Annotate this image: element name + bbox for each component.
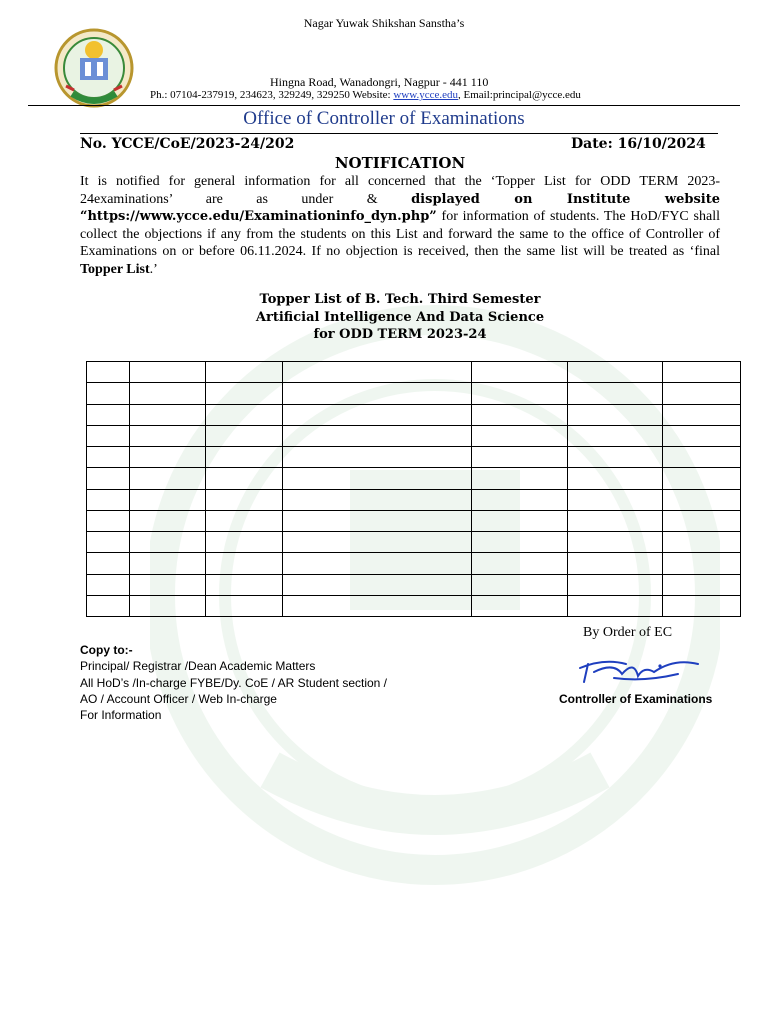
table-cell xyxy=(129,468,205,489)
table-cell xyxy=(87,362,130,383)
table-cell xyxy=(472,510,568,531)
contact-line xyxy=(150,89,581,101)
list-title-line-3: for ODD TERM 2023-24 xyxy=(313,327,487,342)
table-cell xyxy=(663,553,741,574)
table-cell xyxy=(87,447,130,468)
table-cell xyxy=(129,447,205,468)
table-cell xyxy=(129,404,205,425)
list-title-line-2: Artificial Intelligence And Data Science xyxy=(255,310,545,325)
table-cell xyxy=(205,574,282,595)
notification-body xyxy=(80,173,720,279)
table-cell xyxy=(472,574,568,595)
table-cell xyxy=(472,532,568,553)
table-cell xyxy=(87,510,130,531)
institute-logo xyxy=(52,28,136,110)
copy-line: Principal/ Registrar /Dean Academic Matters xyxy=(80,659,316,673)
table-cell xyxy=(282,383,472,404)
reference-number: No. YCCE/CoE/2023-24/202 xyxy=(80,136,295,152)
table-cell xyxy=(205,595,282,616)
body-website-bold: displayed on Institute website “https://www.ycce.edu/Examinationinfo_dyn.php” xyxy=(80,191,720,225)
table-cell xyxy=(472,468,568,489)
header-divider xyxy=(28,105,740,106)
table-row xyxy=(87,510,741,531)
table-cell xyxy=(87,595,130,616)
table-cell xyxy=(129,574,205,595)
table-cell xyxy=(568,468,663,489)
phone-text: Ph.: 07104-237919, 234623, 329249, 329250 Website: xyxy=(150,89,394,101)
table-row xyxy=(87,574,741,595)
table-cell xyxy=(663,510,741,531)
table-cell xyxy=(282,595,472,616)
table-cell xyxy=(472,447,568,468)
table-cell xyxy=(472,489,568,510)
table-cell xyxy=(663,447,741,468)
table-cell xyxy=(568,404,663,425)
table-cell xyxy=(282,510,472,531)
table-cell xyxy=(205,425,282,446)
topper-table xyxy=(86,361,741,617)
table-cell xyxy=(87,404,130,425)
table-cell xyxy=(282,425,472,446)
table-row xyxy=(87,553,741,574)
website-link[interactable]: www.ycce.edu xyxy=(393,89,459,101)
office-divider xyxy=(80,133,718,134)
table-cell xyxy=(205,553,282,574)
table-cell xyxy=(129,510,205,531)
body-part-3: .’ xyxy=(149,261,158,277)
copy-line: All HoD’s /In-charge FYBE/Dy. CoE / AR Student section / xyxy=(80,676,388,690)
copy-line: AO / Account Officer / Web In-charge xyxy=(80,692,277,706)
copy-line: For Information xyxy=(80,708,162,722)
table-cell xyxy=(87,383,130,404)
table-cell xyxy=(663,595,741,616)
table-cell xyxy=(205,510,282,531)
table-cell xyxy=(568,532,663,553)
table-cell xyxy=(282,447,472,468)
table-cell xyxy=(472,595,568,616)
table-cell xyxy=(282,553,472,574)
table-cell xyxy=(129,489,205,510)
table-cell xyxy=(663,404,741,425)
table-cell xyxy=(282,574,472,595)
controller-title: Controller of Examinations xyxy=(559,692,713,706)
table-cell xyxy=(129,553,205,574)
copy-to-heading: Copy to:- xyxy=(80,643,133,657)
table-cell xyxy=(282,468,472,489)
table-cell xyxy=(129,425,205,446)
table-cell xyxy=(472,425,568,446)
table-cell xyxy=(87,532,130,553)
table-cell xyxy=(129,362,205,383)
table-cell xyxy=(472,404,568,425)
table-row xyxy=(87,595,741,616)
institute-address: Hingna Road, Wanadongri, Nagpur - 441 110 xyxy=(270,75,489,89)
table-cell xyxy=(87,574,130,595)
table-cell xyxy=(663,574,741,595)
table-cell xyxy=(568,489,663,510)
email-text: , Email:principal@ycce.edu xyxy=(458,89,581,101)
office-title: Office of Controller of Examinations xyxy=(243,108,525,129)
table-row xyxy=(87,425,741,446)
table-cell xyxy=(663,425,741,446)
table-cell xyxy=(568,510,663,531)
table-row xyxy=(87,383,741,404)
table-cell xyxy=(568,574,663,595)
table-cell xyxy=(205,362,282,383)
table-cell xyxy=(282,404,472,425)
table-cell xyxy=(568,383,663,404)
table-cell xyxy=(87,553,130,574)
table-cell xyxy=(472,553,568,574)
table-cell xyxy=(282,362,472,383)
signature xyxy=(574,652,704,688)
table-cell xyxy=(205,468,282,489)
table-cell xyxy=(568,595,663,616)
table-cell xyxy=(568,447,663,468)
table-cell xyxy=(87,425,130,446)
table-cell xyxy=(282,489,472,510)
body-part-1: It is notified for general information for all concerned that the ‘Topper List for ODD TERM 2023-24examinations’ are as under & xyxy=(80,174,720,207)
table-cell xyxy=(205,404,282,425)
table-row xyxy=(87,489,741,510)
list-title-line-1: Topper List of B. Tech. Third Semester xyxy=(259,292,541,307)
table-cell xyxy=(129,383,205,404)
table-cell xyxy=(205,532,282,553)
table-cell xyxy=(472,362,568,383)
by-order-text: By Order of EC xyxy=(583,625,673,640)
table-cell xyxy=(87,489,130,510)
table-cell xyxy=(568,553,663,574)
table-cell xyxy=(663,468,741,489)
table-cell xyxy=(663,489,741,510)
notification-title: NOTIFICATION xyxy=(334,154,466,172)
table-cell xyxy=(663,383,741,404)
table-row xyxy=(87,447,741,468)
org-name: Nagar Yuwak Shikshan Sanstha’s xyxy=(303,16,465,30)
table-cell xyxy=(87,468,130,489)
table-cell xyxy=(663,532,741,553)
table-cell xyxy=(129,532,205,553)
body-part-2: for information of students. The HoD/FYC shall collect the objections if any from the students on this List and forward the same to the office of Controller of Examinations on or before 06.11.2024. If no objection is received, then the same list will be treated as ‘final xyxy=(80,209,720,260)
table-cell xyxy=(205,447,282,468)
table-row xyxy=(87,532,741,553)
table-cell xyxy=(282,532,472,553)
table-cell xyxy=(472,383,568,404)
table-row xyxy=(87,404,741,425)
reference-date: Date: 16/10/2024 xyxy=(571,136,706,152)
table-cell xyxy=(568,362,663,383)
table-cell xyxy=(205,489,282,510)
table-cell xyxy=(663,362,741,383)
table-cell xyxy=(129,595,205,616)
table-row xyxy=(87,362,741,383)
body-topper-list-bold: Topper List xyxy=(80,261,150,277)
table-row xyxy=(87,468,741,489)
table-cell xyxy=(205,383,282,404)
table-cell xyxy=(568,425,663,446)
